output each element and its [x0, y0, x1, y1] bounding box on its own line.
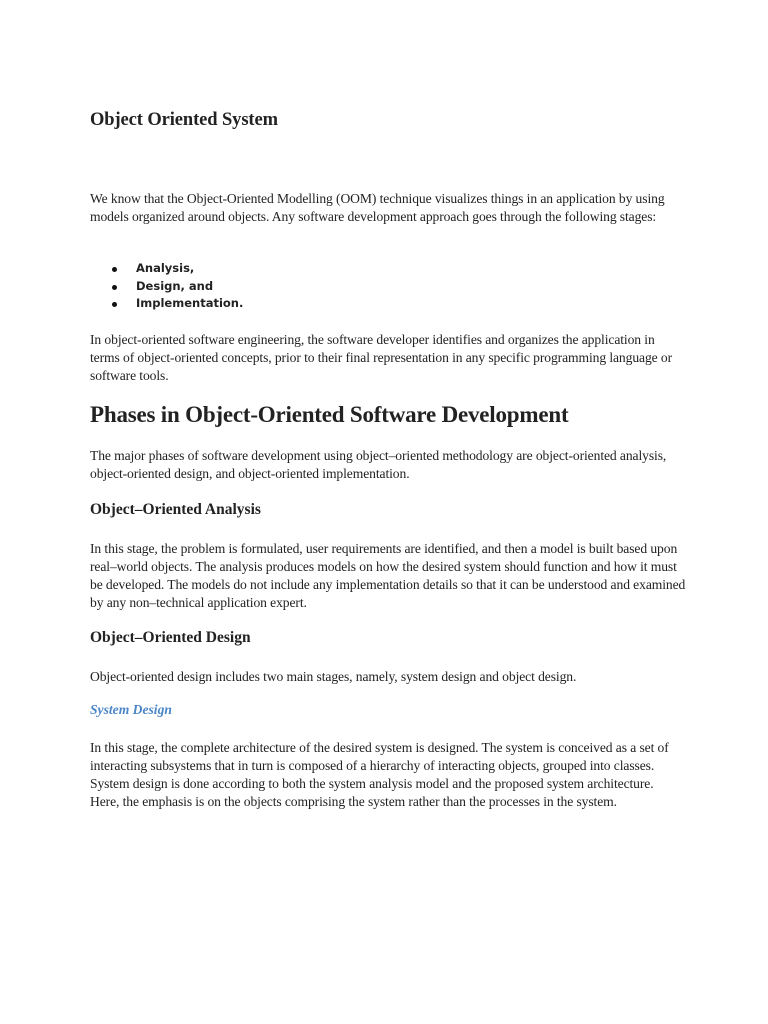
analysis-heading: Object–Oriented Analysis — [90, 501, 261, 518]
design-paragraph: Object-oriented design includes two main stages, namely, system design and object design. — [90, 669, 577, 684]
bullet-icon — [112, 285, 117, 290]
list-item — [90, 295, 243, 313]
phases-paragraph: The major phases of software development using object–oriented methodology are object-oriented analysis, object-oriented design, and object-oriented implementation. — [90, 448, 667, 481]
list-item-label: Design, and — [136, 278, 214, 293]
list-item — [90, 260, 243, 278]
phases-heading: Phases in Object-Oriented Software Development — [90, 402, 569, 427]
analysis-paragraph: In this stage, the problem is formulated, user requirements are identified, and then a model is built based upon real–world objects. The analysis produces models on how the desired system should function and how it must be developed. The models do not include any implementation details so that it can be understood and examined by any non–technical application expert. — [90, 541, 686, 610]
document-title: Object Oriented System — [90, 110, 278, 130]
design-heading: Object–Oriented Design — [90, 629, 251, 646]
stages-list — [90, 260, 243, 313]
system-design-heading: System Design — [90, 702, 172, 717]
oo-engineering-paragraph: In object-oriented software engineering, the software developer identifies and organizes the application in terms of object-oriented concepts, prior to their final representation in any specific programming language or software tools. — [90, 332, 673, 383]
list-item-label: Implementation. — [136, 296, 244, 310]
list-item — [90, 278, 243, 296]
bullet-icon — [112, 267, 117, 272]
system-design-paragraph: In this stage, the complete architecture of the desired system is designed. The system is conceived as a set of interacting subsystems that in turn is composed of a hierarchy of interacting objects, grouped into classes. System design is done according to both the system analysis model and the proposed system architecture. Here, the emphasis is on the objects comprising the system rather than the processes in the system. — [90, 740, 669, 809]
bullet-icon — [112, 302, 117, 307]
intro-paragraph: We know that the Object-Oriented Modelling (OOM) technique visualizes things in an application by using models organized around objects. Any software development approach goes through the following stages: — [90, 191, 665, 224]
list-item-label: Analysis, — [136, 261, 195, 275]
